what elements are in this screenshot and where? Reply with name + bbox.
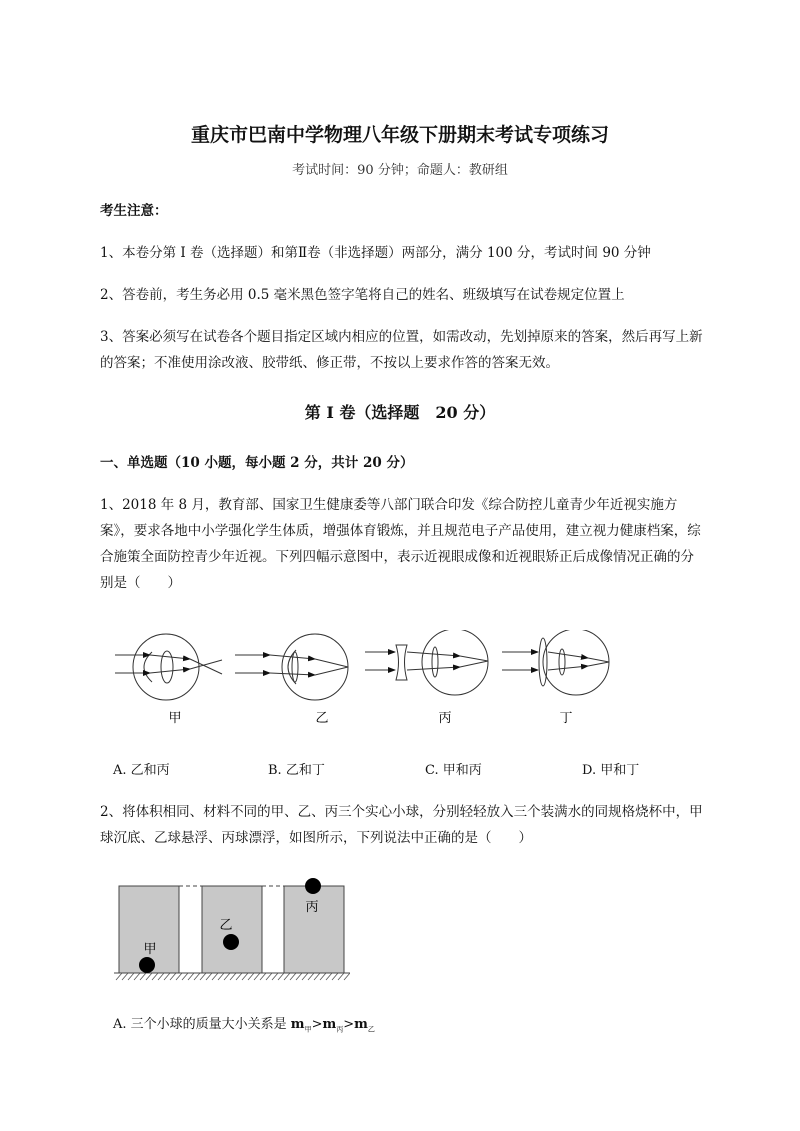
figure-label-jia: 甲 [168,711,182,726]
option-c[interactable]: C. 甲和丙 [425,763,482,778]
figure-label-bing: 丙 [438,711,452,726]
section-title: 第 I 卷（选择题 20 分） [304,403,496,422]
notice-item: 1、本卷分第 I 卷（选择题）和第Ⅱ卷（非选择题）两部分，满分 100 分，考试时间 90 分钟 [100,245,651,261]
ball-label-jia: 甲 [143,942,157,957]
option-a[interactable]: A. 乙和丙 [113,763,170,778]
exam-info: 考试时间：90 分钟；命题人：教研组 [292,163,508,178]
subscript: 甲 [304,1025,312,1034]
option-a-text: A. 三个小球的质量大小关系是 [113,1017,291,1032]
figure-label-yi: 乙 [315,711,329,726]
notice-heading: 考生注意： [100,203,168,219]
question-2-text: 2、将体积相同、材料不同的甲、乙、丙三个实心小球，分别轻轻放入三个装满水的同规格烧杯中，甲球沉底、乙球悬浮、丙球漂浮，如图所示，下列说法中正确的是（ ） [100,804,703,846]
greater-than: > [311,1017,323,1032]
ball-label-bing: 丙 [305,900,319,915]
figure-label-ding: 丁 [559,711,573,726]
notice-item: 3、答案必须写在试卷各个题目指定区域内相应的位置，如需改动，先划掉原来的答案，然后再写上新的答案；不准使用涂改液、胶带纸、修正带，不按以上要求作答的答案无效。 [100,329,703,371]
ball-bing [305,878,321,894]
ball-yi [223,934,239,950]
eye-diagrams-figure [110,630,630,730]
notice-item: 2、答卷前，考生务必用 0.5 毫米黑色签字笔将自己的姓名、班级填写在试卷规定位置上 [100,287,625,303]
option-b[interactable]: B. 乙和丁 [268,763,325,778]
mass-symbol: m [290,1017,305,1032]
ball-jia [139,957,155,973]
mass-symbol: m [354,1017,368,1032]
part-heading: 一、单选题（10 小题，每小题 2 分，共计 20 分） [100,455,414,471]
page-title: 重庆市巴南中学物理八年级下册期末考试专项练习 [190,124,609,146]
subscript: 乙 [367,1025,375,1034]
greater-than: > [343,1017,355,1032]
q2-option-a[interactable] [113,1013,375,1035]
question-1-text: 1、2018 年 8 月，教育部、国家卫生健康委等八部门联合印发《综合防控儿童青少年近视实施方案》，要求各地中小学强化学生体质，增强体育锻炼，并且规范电子产品使用，建立视力健康档案，综合施策全面防控青少年近视。下列四幅示意图中，表示近视眼成像和近视眼矫正后成像情况正确的分别是（ ） [100,497,701,591]
option-d[interactable]: D. 甲和丁 [582,763,640,778]
beakers-figure [110,872,350,984]
mass-symbol: m [322,1017,337,1032]
subscript: 丙 [336,1025,344,1034]
ball-label-yi: 乙 [219,918,233,933]
